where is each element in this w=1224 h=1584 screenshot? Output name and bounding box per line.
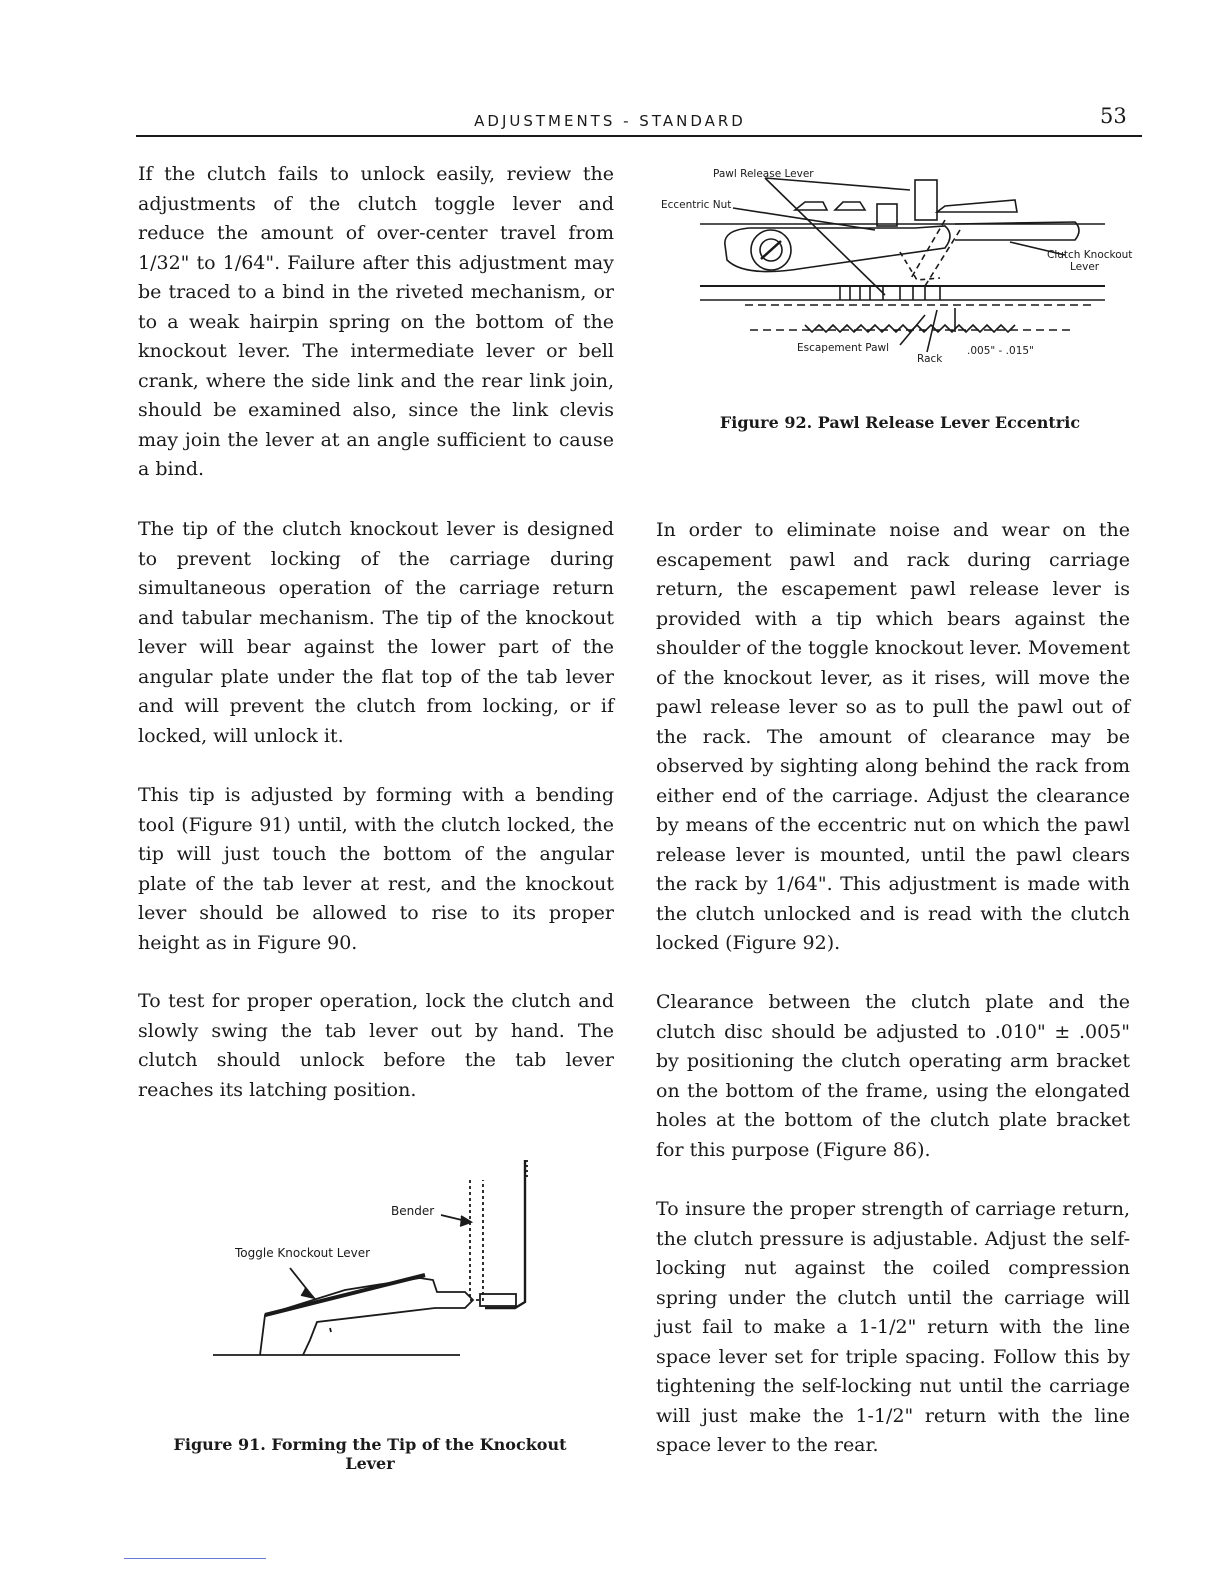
fig92-label-pawl-release-lever: Pawl Release Lever	[713, 168, 814, 180]
figure-91-diagram	[205, 1150, 565, 1370]
figure-92-caption: Figure 92. Pawl Release Lever Eccentric	[719, 413, 1081, 432]
page-number: 53	[1100, 104, 1127, 128]
fig92-label-clearance: .005" - .015"	[967, 345, 1034, 357]
left-paragraph-3: This tip is adjusted by forming with a bending tool (Figure 91) until, with the clutch locked, the tip will just touch the bottom of the angular plate of the tab lever at rest, and the knockout lever should be allowed to rise to its proper height as in Figure 90.	[138, 784, 614, 954]
left-paragraph-4: To test for proper operation, lock the clutch and slowly swing the tab lever out by hand. The clutch should unlock before the tab lever reaches its latching position.	[138, 990, 614, 1101]
fig92-label-eccentric-nut: Eccentric Nut	[661, 199, 732, 211]
fig92-label-escapement-pawl: Escapement Pawl	[797, 342, 890, 354]
right-paragraph-2: Clearance between the clutch plate and the clutch disc should be adjusted to .010" ± .005" by positioning the clutch operating arm bracket on the bottom of the frame, using the elongated holes at the bottom of the clutch plate bracket for this purpose (Figure 86).	[656, 991, 1130, 1161]
footer-line	[124, 1558, 266, 1559]
right-paragraph-3: To insure the proper strength of carriage return, the clutch pressure is adjustable. Adjust the self-locking nut against the coiled compression spring under the clutch until the carriage will just fail to make a 1-1/2" return with the line space lever set for triple spacing. Follow this by tightening the self-locking nut until the carriage will just make the 1-1/2" return with the line space lever to the rear.	[656, 1198, 1130, 1456]
left-paragraph-1: If the clutch fails to unlock easily, review the adjustments of the clutch toggle lever and reduce the amount of over-center travel from 1/32" to 1/64". Failure after this adjustment may be traced to a bind in the riveted mechanism, or to a weak hairpin spring on the bottom of the knockout lever. The intermediate lever or bell crank, where the side link and the rear link join, should be examined also, since the link clevis may join the lever at an angle sufficient to cause a bind.	[138, 163, 614, 480]
fig91-label-bender: Bender	[391, 1204, 435, 1218]
header-rule	[136, 135, 1142, 137]
fig92-label-rack: Rack	[917, 353, 943, 365]
fig92-label-lever: Lever	[1070, 261, 1100, 273]
figure-92-diagram	[655, 160, 1145, 375]
fig91-label-toggle-knockout-lever: Toggle Knockout Lever	[235, 1246, 371, 1260]
left-paragraph-2: The tip of the clutch knockout lever is designed to prevent locking of the carriage during simultaneous operation of the carriage return and tabular mechanism. The tip of the knockout lever will bear against the lower part of the angular plate under the flat top of the tab lever and will prevent the clutch from locking, or if locked, will unlock it.	[138, 518, 614, 747]
figure-91-caption: Figure 91. Forming the Tip of the Knockout Lever	[173, 1435, 567, 1473]
fig92-label-clutch-knockout: Clutch Knockout	[1047, 249, 1133, 261]
running-header: ADJUSTMENTS - STANDARD	[474, 112, 746, 130]
right-paragraph-1: In order to eliminate noise and wear on the escapement pawl and rack during carriage return, the escapement pawl release lever is provided with a tip which bears against the shoulder of the toggle knockout lever. Movement of the knockout lever, as it rises, will move the pawl release lever so as to pull the pawl out of the rack. The amount of clearance may be observed by sighting along behind the rack from either end of the carriage. Adjust the clearance by means of the eccentric nut on which the pawl release lever is mounted, until the pawl clears the rack by 1/64". This adjustment is made with the clutch unlocked and is read with the clutch locked (Figure 92).	[656, 519, 1130, 954]
